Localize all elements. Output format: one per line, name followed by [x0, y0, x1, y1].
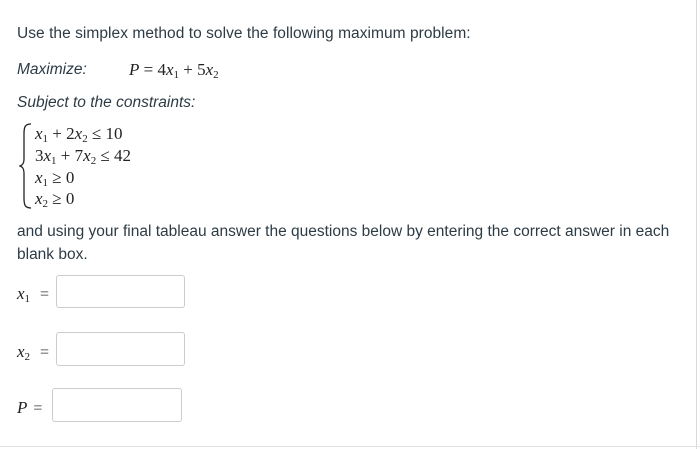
constraint-4-rhs: 0 [65, 189, 75, 208]
constraint-4-sub: 2 [42, 198, 49, 210]
constraint-1-var-2: x [74, 124, 83, 143]
answer-input-x2[interactable] [56, 332, 185, 366]
constraint-2 [35, 146, 131, 166]
answer-label-x2-sub: 2 [24, 351, 31, 363]
constraint-1-coef-2: 2 [66, 124, 75, 143]
constraint-1-sub-1: 1 [42, 133, 49, 145]
constraint-4-var: x [35, 189, 43, 208]
answer-label-x1-equals: = [40, 286, 50, 303]
answer-label-p [17, 398, 42, 418]
constraint-3 [35, 168, 74, 188]
constraint-1-var-1: x [35, 124, 43, 143]
constraint-1-plus: + [52, 124, 62, 143]
answer-input-x1[interactable] [56, 275, 185, 308]
objective-function [129, 60, 219, 80]
answer-label-x1-sub: 1 [24, 293, 31, 305]
constraint-4 [35, 189, 74, 209]
objective-plus: + [183, 60, 193, 79]
constraint-2-var-1: x [43, 146, 52, 165]
right-border [696, 0, 697, 449]
constraint-2-plus: + [60, 146, 71, 165]
objective-sub-2: 2 [213, 69, 219, 81]
constraint-2-coef-2: 7 [74, 146, 84, 165]
answer-label-p-var: P [17, 398, 28, 417]
constraint-2-sub-1: 1 [51, 155, 57, 167]
objective-equals: = [143, 60, 154, 79]
answer-label-x2 [17, 342, 49, 362]
question-prompt: Use the simplex method to solve the following maximum problem: [17, 25, 471, 42]
objective-var-1: x [165, 60, 174, 79]
instructions-text: and using your final tableau answer the questions below by entering the correct answer in each blank box. [17, 223, 670, 263]
constraint-2-var-2: x [83, 146, 91, 165]
constraint-1-sub-2: 2 [82, 133, 88, 145]
answer-label-x1-var: x [17, 284, 25, 303]
constraints-label: Subject to the constraints: [17, 94, 196, 111]
constraint-1 [35, 124, 123, 144]
constraint-2-sub-2: 2 [90, 155, 97, 167]
constraint-1-op: ≤ [91, 124, 102, 143]
objective-lhs: P [129, 60, 140, 79]
answer-label-x2-equals: = [40, 344, 50, 361]
answer-label-x1 [17, 284, 49, 304]
constraint-3-rhs: 0 [65, 168, 75, 187]
constraint-2-op: ≤ [100, 146, 110, 165]
objective-coef-2: 5 [197, 60, 206, 79]
constraint-1-rhs: 10 [105, 124, 123, 143]
constraint-3-var: x [35, 168, 43, 187]
answer-input-p[interactable] [52, 388, 182, 422]
constraint-3-sub: 1 [42, 177, 49, 189]
objective-var-2: x [205, 60, 214, 79]
constraint-2-coef-1: 3 [35, 146, 44, 165]
left-brace [19, 122, 33, 210]
constraint-2-rhs: 42 [114, 146, 132, 165]
objective-sub-1: 1 [173, 69, 180, 81]
bottom-border [0, 446, 700, 447]
constraint-4-op: ≥ [52, 189, 62, 208]
answer-label-x2-var: x [17, 342, 25, 361]
objective-coef-1: 4 [157, 60, 166, 79]
maximize-label: Maximize: [17, 61, 87, 78]
constraint-3-op: ≥ [52, 168, 62, 187]
answer-label-p-equals: = [33, 400, 43, 417]
